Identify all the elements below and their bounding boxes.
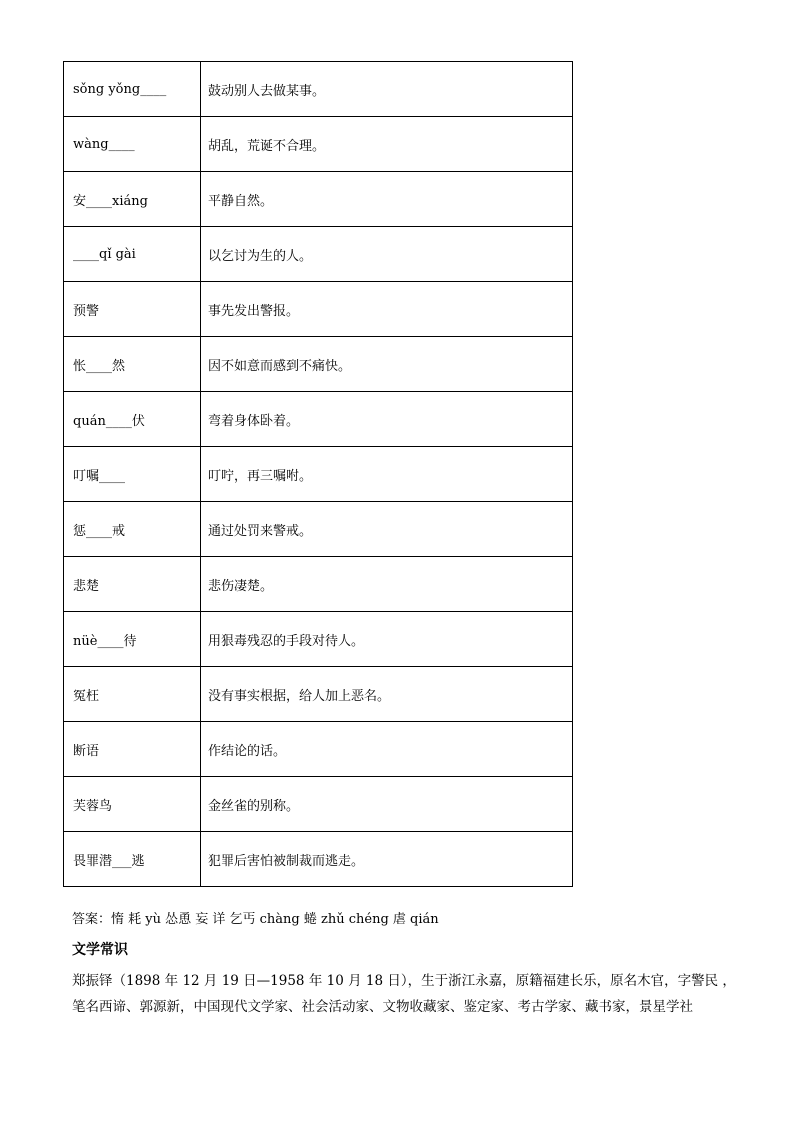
definition-cell: 因不如意而感到不痛快。	[201, 337, 573, 392]
answer-line: 答案：惰 耗 yù 怂恿 妄 详 乞丐 chàng 蜷 zhǔ chéng 虐 qián	[72, 912, 439, 927]
table-row	[64, 502, 573, 557]
table-row	[64, 117, 573, 172]
table-row	[64, 392, 573, 447]
term-cell: nüè____待	[64, 612, 201, 667]
table-row	[64, 62, 573, 117]
definition-cell: 鼓动别人去做某事。	[201, 62, 573, 117]
term-cell: 悲楚	[64, 557, 201, 612]
table-row	[64, 227, 573, 282]
definition-cell: 平静自然。	[201, 172, 573, 227]
vocab-table-body	[64, 62, 573, 887]
term-cell: 冤枉	[64, 667, 201, 722]
term-cell: 惩____戒	[64, 502, 201, 557]
term-cell: 怅____然	[64, 337, 201, 392]
term-cell: quán____伏	[64, 392, 201, 447]
literary-knowledge-paragraph	[72, 968, 736, 1020]
term-cell: 芙蓉鸟	[64, 777, 201, 832]
term-cell: sǒng yǒng____	[64, 62, 201, 117]
term-cell: wàng____	[64, 117, 201, 172]
table-row	[64, 447, 573, 502]
table-row	[64, 777, 573, 832]
term-cell: 畏罪潜___逃	[64, 832, 201, 887]
term-cell: 预警	[64, 282, 201, 337]
definition-cell: 叮咛，再三嘱咐。	[201, 447, 573, 502]
vocab-table	[63, 61, 573, 887]
definition-cell: 悲伤凄楚。	[201, 557, 573, 612]
table-row	[64, 722, 573, 777]
paragraph-line: 笔名西谛、郭源新，中国现代文学家、社会活动家、文物收藏家、鉴定家、考古学家、藏书家，景星学社	[72, 999, 693, 1015]
definition-cell: 犯罪后害怕被制裁而逃走。	[201, 832, 573, 887]
table-row	[64, 172, 573, 227]
term-cell: 断语	[64, 722, 201, 777]
definition-cell: 作结论的话。	[201, 722, 573, 777]
definition-cell: 用狠毒残忍的手段对待人。	[201, 612, 573, 667]
table-row	[64, 832, 573, 887]
table-row	[64, 282, 573, 337]
paragraph-line: 郑振铎（1898 年 12 月 19 日—1958 年 10 月 18 日），生于浙江永嘉，原籍福建长乐，原名木官，字警民 ，	[72, 973, 736, 989]
definition-cell: 金丝雀的别称。	[201, 777, 573, 832]
section-heading: 文学常识	[72, 942, 128, 958]
definition-cell: 以乞讨为生的人。	[201, 227, 573, 282]
definition-cell: 通过处罚来警戒。	[201, 502, 573, 557]
definition-cell: 没有事实根据，给人加上恶名。	[201, 667, 573, 722]
term-cell: ____qǐ gài	[64, 227, 201, 282]
definition-cell: 胡乱，荒诞不合理。	[201, 117, 573, 172]
definition-cell: 事先发出警报。	[201, 282, 573, 337]
table-row	[64, 667, 573, 722]
table-row	[64, 337, 573, 392]
definition-cell: 弯着身体卧着。	[201, 392, 573, 447]
table-row	[64, 557, 573, 612]
table-row	[64, 612, 573, 667]
term-cell: 安____xiáng	[64, 172, 201, 227]
term-cell: 叮嘱____	[64, 447, 201, 502]
